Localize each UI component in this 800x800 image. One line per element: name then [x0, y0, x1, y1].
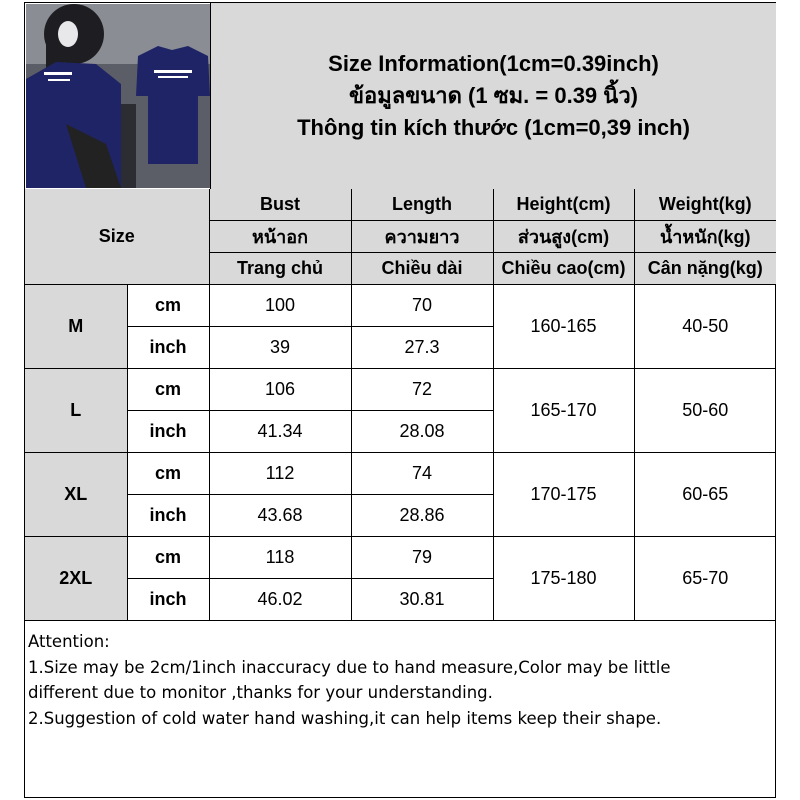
column-header-weight-en: Weight(kg) [634, 189, 776, 221]
product-photo-illustration [26, 4, 210, 188]
weight-value: 40-50 [634, 285, 776, 369]
height-value: 170-175 [493, 453, 634, 537]
column-header-height-th: ส่วนสูง(cm) [493, 221, 634, 253]
weight-value: 50-60 [634, 369, 776, 453]
size-chart [24, 2, 776, 798]
length-cm-value: 70 [351, 285, 493, 327]
column-header-bust-en: Bust [209, 189, 351, 221]
unit-label: inch [127, 327, 209, 369]
length-inch-value: 28.08 [351, 411, 493, 453]
table-header-row-en [25, 189, 776, 221]
table-row [25, 369, 776, 411]
column-header-height-vi: Chiều cao(cm) [493, 253, 634, 285]
column-header-weight-vi: Cân nặng(kg) [634, 253, 776, 285]
bust-cm-value: 118 [209, 537, 351, 579]
bust-inch-value: 43.68 [209, 495, 351, 537]
unit-label: cm [127, 537, 209, 579]
unit-label: cm [127, 369, 209, 411]
weight-value: 65-70 [634, 537, 776, 621]
size-label: L [25, 369, 127, 453]
column-header-length-th: ความยาว [351, 221, 493, 253]
height-value: 165-170 [493, 369, 634, 453]
column-header-length-en: Length [351, 189, 493, 221]
weight-value: 60-65 [634, 453, 776, 537]
note-1-line-1: 1.Size may be 2cm/1inch inaccuracy due to hand measure,Color may be little [28, 657, 671, 677]
bust-inch-value: 41.34 [209, 411, 351, 453]
size-information-header [210, 3, 776, 189]
note-2: 2.Suggestion of cold water hand washing,it can help items keep their shape. [28, 708, 662, 728]
bust-inch-value: 46.02 [209, 579, 351, 621]
unit-label: inch [127, 579, 209, 621]
column-header-height-en: Height(cm) [493, 189, 634, 221]
unit-label: inch [127, 495, 209, 537]
table-row [25, 537, 776, 579]
header-line-english: Size Information(1cm=0.39inch) [328, 51, 659, 76]
column-header-bust-vi: Trang chủ [209, 253, 351, 285]
size-label: XL [25, 453, 127, 537]
height-value: 160-165 [493, 285, 634, 369]
size-table [25, 189, 776, 621]
length-cm-value: 79 [351, 537, 493, 579]
notes-title: Attention: [28, 632, 110, 651]
header-line-thai: ข้อมูลขนาด (1 ซม. = 0.39 นิ้ว) [348, 83, 638, 108]
unit-label: cm [127, 453, 209, 495]
product-photo [26, 4, 210, 188]
bust-cm-value: 100 [209, 285, 351, 327]
size-label: M [25, 285, 127, 369]
length-cm-value: 72 [351, 369, 493, 411]
length-inch-value: 30.81 [351, 579, 493, 621]
size-column-title: Size [25, 189, 209, 285]
unit-label: cm [127, 285, 209, 327]
table-row [25, 285, 776, 327]
column-header-bust-th: หน้าอก [209, 221, 351, 253]
table-row [25, 453, 776, 495]
bust-cm-value: 106 [209, 369, 351, 411]
header-line-vietnamese: Thông tin kích thước (1cm=0,39 inch) [297, 115, 690, 140]
length-cm-value: 74 [351, 453, 493, 495]
length-inch-value: 27.3 [351, 327, 493, 369]
unit-label: inch [127, 411, 209, 453]
length-inch-value: 28.86 [351, 495, 493, 537]
note-1-line-2: different due to monitor ,thanks for your understanding. [28, 683, 493, 702]
height-value: 175-180 [493, 537, 634, 621]
bust-inch-value: 39 [209, 327, 351, 369]
size-label: 2XL [25, 537, 127, 621]
attention-notes [28, 629, 773, 731]
bust-cm-value: 112 [209, 453, 351, 495]
column-header-length-vi: Chiều dài [351, 253, 493, 285]
column-header-weight-th: น้ำหนัก(kg) [634, 221, 776, 253]
